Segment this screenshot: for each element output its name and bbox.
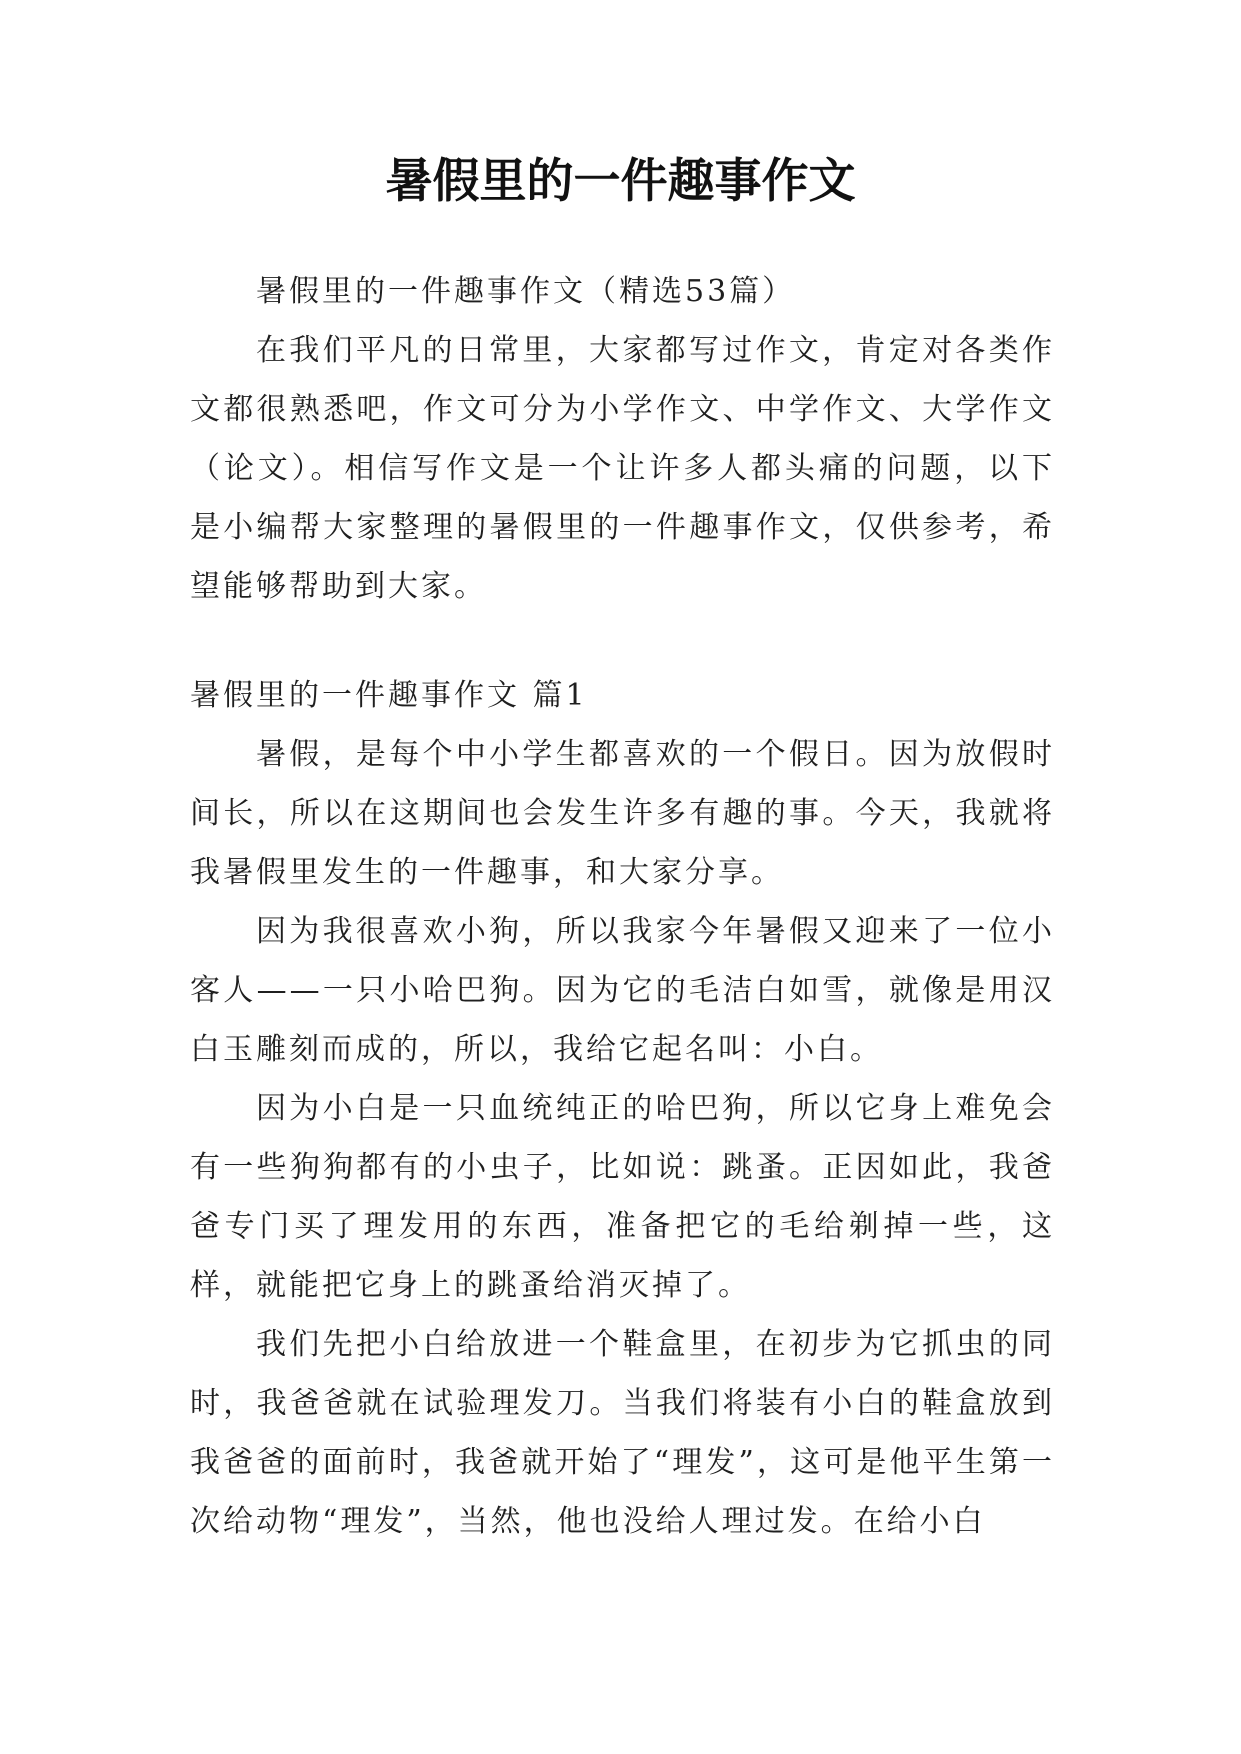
body-paragraph-1: 暑假，是每个中小学生都喜欢的一个假日。因为放假时间长，所以在这期间也会发生许多有趣的事。今天，我就将我暑假里发生的一件趣事，和大家分享。 — [190, 737, 1055, 890]
body-paragraph-4: 我们先把小白给放进一个鞋盒里，在初步为它抓虫的同时，我爸爸就在试验理发刀。当我们将装有小白的鞋盒放到我爸爸的面前时，我爸就开始了“理发”，这可是他平生第一次给动物“理发”，当然，他也没给人理过发。在给小白 — [190, 1327, 1055, 1539]
collection-subtitle: 暑假里的一件趣事作文（精选53篇） — [256, 274, 796, 309]
intro-paragraph: 在我们平凡的日常里，大家都写过作文，肯定对各类作文都很熟悉吧，作文可分为小学作文、中学作文、大学作文（论文）。相信写作文是一个让许多人都头痛的问题，以下是小编帮大家整理的暑假里的一件趣事作文，仅供参考，希望能够帮助到大家。 — [190, 333, 1055, 604]
document-body — [190, 262, 1055, 1551]
section-heading: 暑假里的一件趣事作文 篇1 — [190, 678, 588, 713]
body-paragraph-3: 因为小白是一只血统纯正的哈巴狗，所以它身上难免会有一些狗狗都有的小虫子，比如说：跳蚤。正因如此，我爸爸专门买了理发用的东西，准备把它的毛给剃掉一些，这样，就能把它身上的跳蚤给消灭掉了。 — [190, 1091, 1055, 1303]
body-paragraph-2: 因为我很喜欢小狗，所以我家今年暑假又迎来了一位小客人——一只小哈巴狗。因为它的毛洁白如雪，就像是用汉白玉雕刻而成的，所以，我给它起名叫：小白。 — [190, 914, 1055, 1067]
section-spacer — [190, 616, 1055, 666]
document-title: 暑假里的一件趣事作文 — [385, 154, 856, 209]
